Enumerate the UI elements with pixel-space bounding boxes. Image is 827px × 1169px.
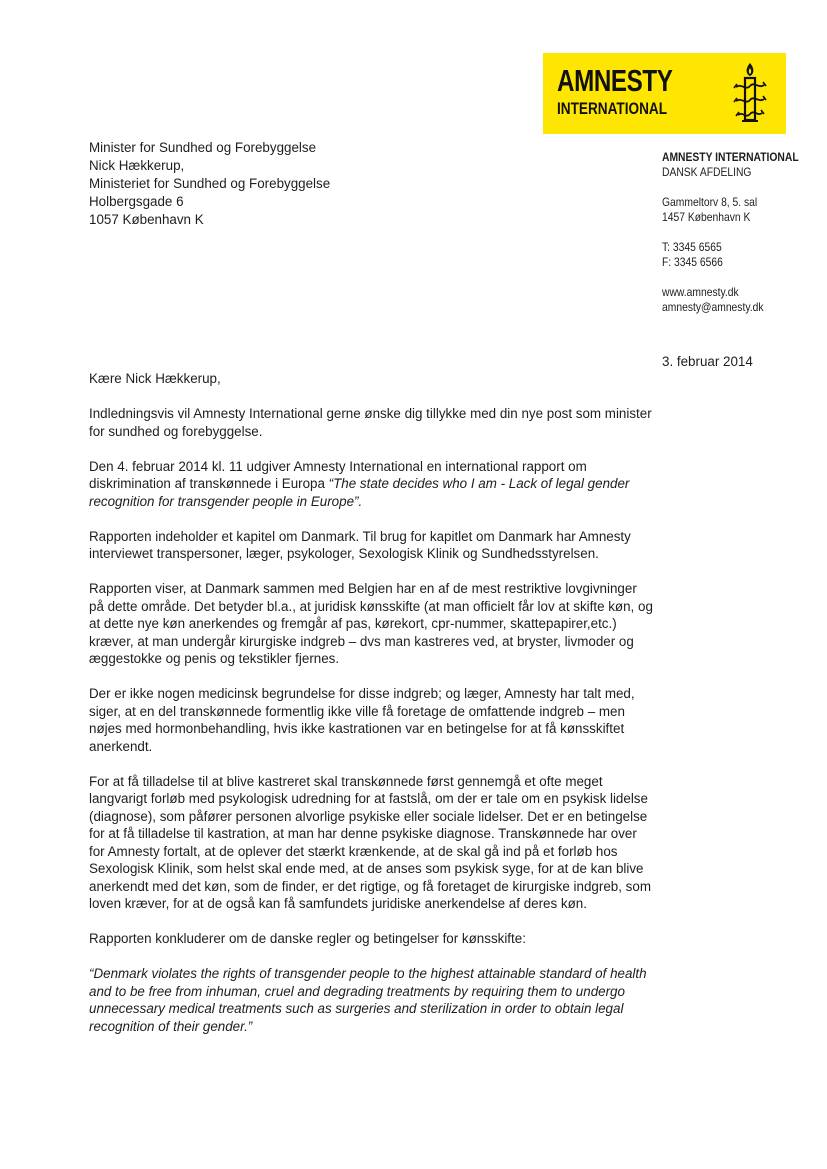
- sender-block: [662, 150, 821, 315]
- report-title: “The state decides who I am - Lack of legal gender recognition for transgender people in Europe”.: [89, 476, 630, 509]
- paragraph-process: For at få tilladelse til at blive kastreret skal transkønnede først gennemgå et ofte meget langvarigt forløb med psykologisk udredning for at fastslå, om der er tale om en psykisk lidelse (diagnose), som påfører personen alvorlige psykiske eller sociale lidelser. Det er en betingelse for at få tilladelse til kastration, at man har denne psykiske diagnose. Transkønnede har over for Amnesty fortalt, at de oplever det stærkt krænkende, at de skal gå ind på et forløb hos Sexologisk Klinik, som helst skal ende med, at de anses som psykisk syge, for at de kan blive anerkendt med det køn, som de finder, er det rigtige, og få foretaget de kirurgiske indgreb, som loven kræver, for at de også kan få samfundets juridiske anerkendelse af deres køn.: [89, 773, 651, 911]
- paragraph-medical: Der er ikke nogen medicinsk begrundelse for disse indgreb; og læger, Amnesty har talt med, siger, at en del transkønnede formentlig ikke ville få foretage de omfattende indgreb – men nøjes med hormonbehandling, hvis ikke kastrationen var en betingelse for at få kønsskiftet anerkendt.: [89, 686, 635, 754]
- amnesty-logo: [543, 53, 786, 134]
- recipient-city: 1057 København K: [89, 212, 204, 227]
- salutation: Kære Nick Hækkerup,: [89, 371, 221, 386]
- sender-city: 1457 København K: [662, 210, 751, 224]
- paragraph-chapter: Rapporten indeholder et kapitel om Danmark. Til brug for kapitlet om Danmark har Amnesty interviewet transpersoner, læger, psykologer, Sexologisk Klinik og Sundhedsstyrelsen.: [89, 528, 631, 561]
- sender-email: amnesty@amnesty.dk: [662, 300, 764, 314]
- sender-division: DANSK AFDELING: [662, 165, 752, 179]
- logo-wordmark-international: INTERNATIONAL: [557, 99, 668, 118]
- paragraph-findings: Rapporten viser, at Danmark sammen med Belgien har en af de mest restriktive lovgivninger på dette område. Det betyder bl.a., at juridisk kønsskifte (at man officielt får lov at skifte køn, og at dette nye køn anerkendes og fremgår af pas, kørekort, cpr-nummer, skattepapirer,etc.) kræver, at man undergår kirurgiske indgreb – dvs man kastreres ved, at bryster, livmoder og æggestokke og penis og tekstikler fjernes.: [89, 581, 653, 666]
- sender-phone: T: 3345 6565: [662, 240, 722, 254]
- candle-barbed-wire-icon: [732, 61, 768, 127]
- paragraph-intro: Indledningsvis vil Amnesty International gerne ønske dig tillykke med din nye post som minister for sundhed og forebyggelse.: [89, 406, 652, 439]
- letter-date: 3. februar 2014: [662, 354, 753, 369]
- recipient-ministry: Ministeriet for Sundhed og Forebyggelse: [89, 176, 331, 191]
- recipient-address: [89, 139, 330, 229]
- quote-text: “Denmark violates the rights of transgender people to the highest attainable standard of health and to be free from inhuman, cruel and degrading treatments by requiring them to undergo unnecessary medical treatments such as surgeries and sterilization in order to obtain legal recognition of their gender.”: [89, 966, 647, 1034]
- paragraph-report-release: [89, 458, 654, 511]
- recipient-title: Minister for Sundhed og Forebyggelse: [89, 140, 317, 155]
- sender-street: Gammeltorv 8, 5. sal: [662, 195, 758, 209]
- letter-body: [89, 370, 654, 1053]
- recipient-street: Holbergsgade 6: [89, 194, 184, 209]
- sender-org: AMNESTY INTERNATIONAL: [662, 150, 799, 164]
- report-release-text: Den 4. februar 2014 kl. 11 udgiver Amnesty International en international rapport om diskrimination af transkønnede i Europa: [89, 458, 587, 491]
- conclusion-quote: [89, 965, 654, 1035]
- logo-wordmark-amnesty: AMNESTY: [557, 63, 673, 98]
- sender-fax: F: 3345 6566: [662, 255, 723, 269]
- paragraph-conclusion: Rapporten konkluderer om de danske regler og betingelser for kønsskifte:: [89, 931, 526, 946]
- sender-website: www.amnesty.dk: [662, 285, 739, 299]
- recipient-name: Nick Hækkerup,: [89, 158, 185, 173]
